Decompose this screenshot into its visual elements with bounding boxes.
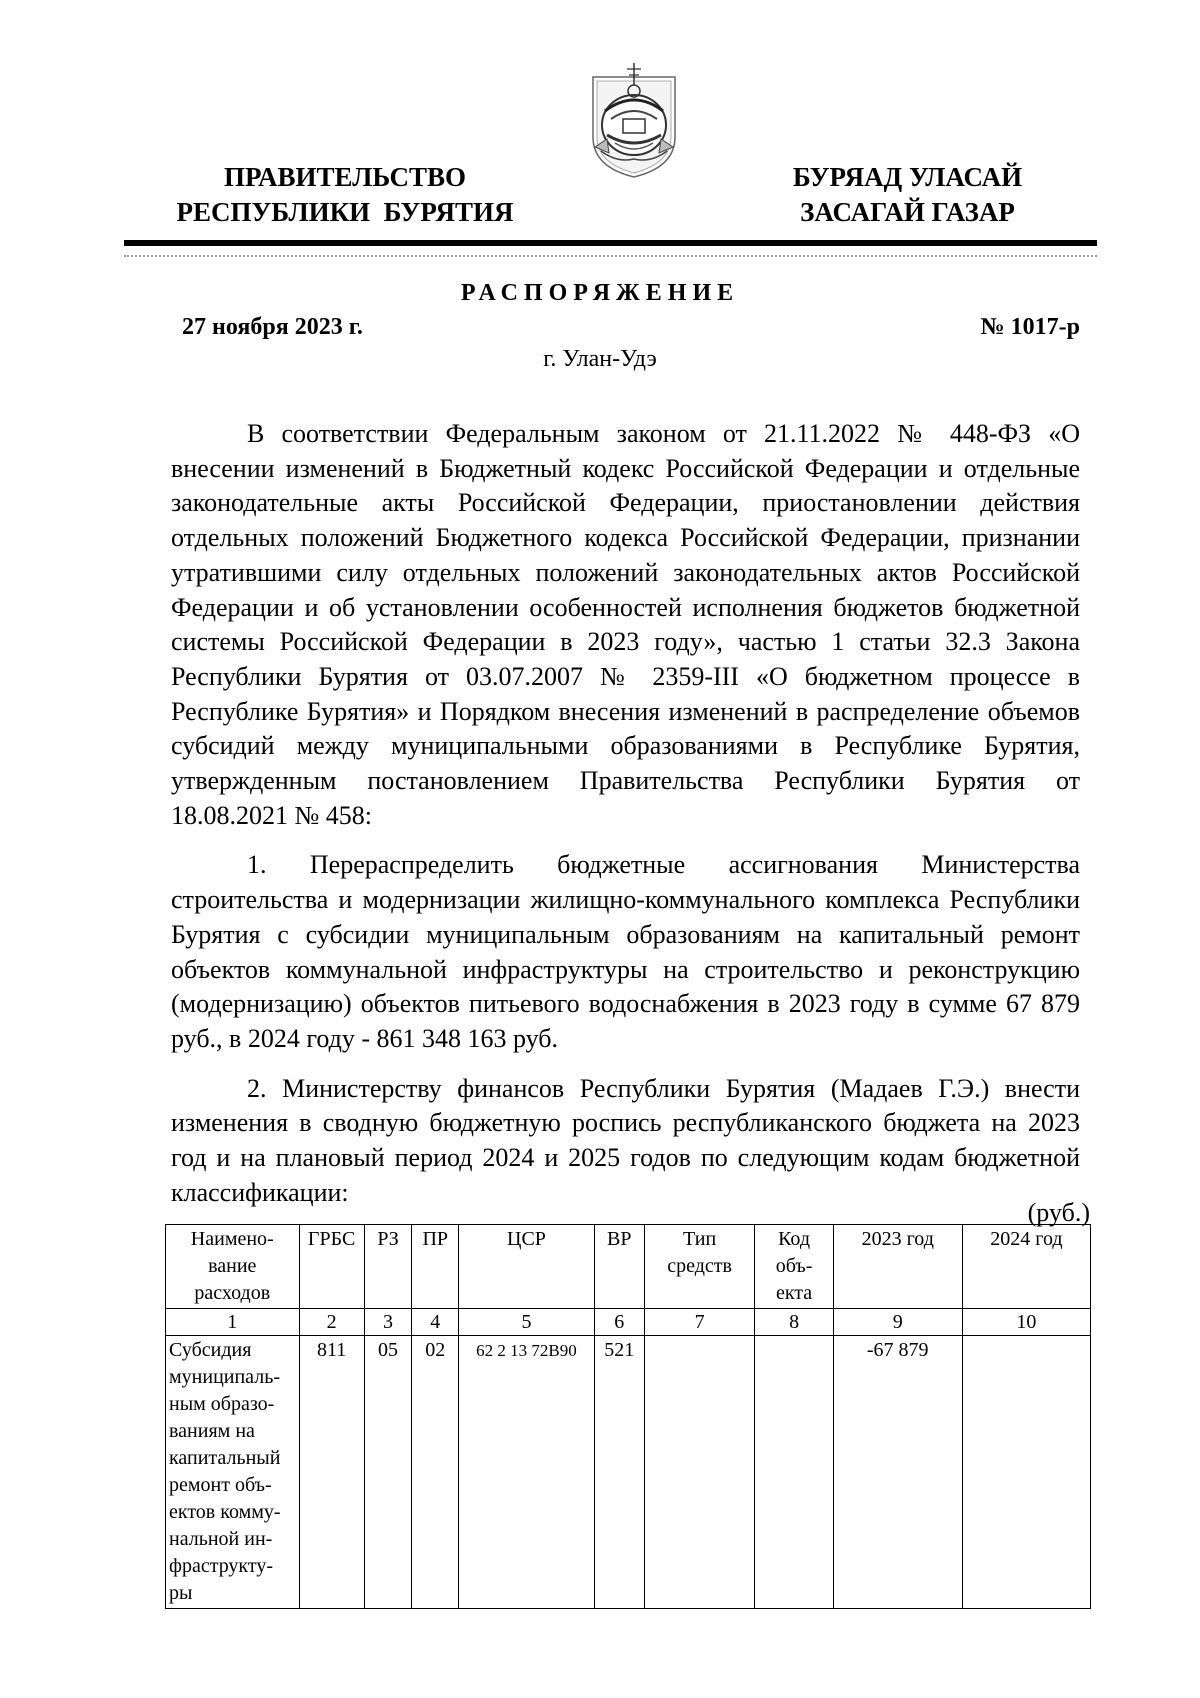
header-cell: 2023 год xyxy=(833,1225,962,1309)
vr-cell: 521 xyxy=(594,1336,644,1609)
header-cell: ПР xyxy=(412,1225,459,1309)
index-cell: 10 xyxy=(962,1309,1090,1336)
document-date: 27 ноября 2023 г. xyxy=(182,314,363,340)
budget-classification-table xyxy=(165,1224,1091,1609)
header-cell: ВР xyxy=(594,1225,644,1309)
index-cell: 4 xyxy=(412,1309,459,1336)
amount-2024-cell xyxy=(962,1336,1090,1609)
object-code-cell xyxy=(755,1336,833,1609)
header-cell: Наимено- вание расходов xyxy=(166,1225,300,1309)
item-2-paragraph: 2. Министерству финансов Республики Бурятия (Мадаев Г.Э.) внести изменения в сводную бюджетную роспись республиканского бюджета на 2023 год и на плановый период 2024 и 2025 годов по следующим кодам бюджетной классификации: xyxy=(171,1073,1080,1207)
government-name-line1: ПРАВИТЕЛЬСТВО xyxy=(223,162,467,192)
document-city: г. Улан-Удэ xyxy=(543,346,657,372)
header-divider-thick xyxy=(124,240,1097,246)
header-divider-dotted xyxy=(124,255,1097,257)
funds-type-cell xyxy=(644,1336,755,1609)
rz-cell: 05 xyxy=(364,1336,412,1609)
table-header-row xyxy=(166,1225,1091,1309)
amount-2023-cell: -67 879 xyxy=(833,1336,962,1609)
table-row xyxy=(166,1336,1091,1609)
index-cell: 8 xyxy=(755,1309,833,1336)
preamble-paragraph: В соответствии Федеральным законом от 21.11.2022 № 448-ФЗ «О внесении изменений в Бюджетный кодекс Российской Федерации и отдельные законодательные акты Российской Федерации, приостановлении действия отдельных положений Бюджетного кодекса Российской Федерации, признании утратившими силу отдельных положений законодательных актов Российской Федерации и об установлении особенностей исполнения бюджетов бюджетной системы Российской Федерации в 2023 году», частью 1 статьи 32.3 Закона Республики Бурятия от 03.07.2007 № 2359-III «О бюджетном процессе в Республике Бурятия» и Порядком внесения изменений в распределение объемов субсидий между муниципальными образованиями в Республике Бурятия, утвержденным постановлением Правительства Республики Бурятия от 18.08.2021 № 458: xyxy=(171,419,1080,830)
index-cell: 9 xyxy=(833,1309,962,1336)
header-cell: ЦСР xyxy=(459,1225,595,1309)
header-cell: РЗ xyxy=(364,1225,412,1309)
csr-cell: 62 2 13 72В90 xyxy=(459,1336,595,1609)
government-name-russian xyxy=(150,160,540,230)
grbs-cell: 811 xyxy=(299,1336,364,1609)
government-name-buryat-line2: ЗАСАГАЙ ГАЗАР xyxy=(800,197,1015,227)
index-cell: 7 xyxy=(644,1309,755,1336)
index-cell: 5 xyxy=(459,1309,595,1336)
header-cell: ГРБС xyxy=(299,1225,364,1309)
item-1-paragraph: 1. Перераспределить бюджетные ассигнования Министерства строительства и модернизации жилищно-коммунального комплекса Республики Бурятия с субсидии муниципальным образованиям на капитальный ремонт объектов коммунальной инфраструктуры на строительство и реконструкцию (модернизацию) объектов питьевого водоснабжения в 2023 году в сумме 67 879 руб., в 2024 году - 861 348 163 руб. xyxy=(171,850,1080,1053)
index-cell: 1 xyxy=(166,1309,300,1336)
header-cell: Тип средств xyxy=(644,1225,755,1309)
table-unit-label: (руб.) xyxy=(1027,1198,1090,1227)
pr-cell: 02 xyxy=(412,1336,459,1609)
header-cell: 2024 год xyxy=(962,1225,1090,1309)
header-cell: Код объ- екта xyxy=(755,1225,833,1309)
government-name-buryat xyxy=(755,160,1060,230)
table-index-row xyxy=(166,1309,1091,1336)
index-cell: 6 xyxy=(594,1309,644,1336)
index-cell: 2 xyxy=(299,1309,364,1336)
document-number: № 1017-р xyxy=(980,314,1080,340)
document-body xyxy=(171,417,1080,1225)
government-name-line2: РЕСПУБЛИКИ БУРЯТИЯ xyxy=(176,197,514,227)
index-cell: 3 xyxy=(364,1309,412,1336)
government-name-buryat-line1: БУРЯАД УЛАСАЙ xyxy=(792,162,1023,192)
coat-of-arms-emblem xyxy=(587,55,681,180)
document-title: РАСПОРЯЖЕНИЕ xyxy=(460,280,740,306)
expense-name-cell: Субсидия муниципаль- ным образо- ваниям на капитальный ремонт объ- ектов комму- нальной ин- фраструкту- ры xyxy=(166,1336,300,1609)
